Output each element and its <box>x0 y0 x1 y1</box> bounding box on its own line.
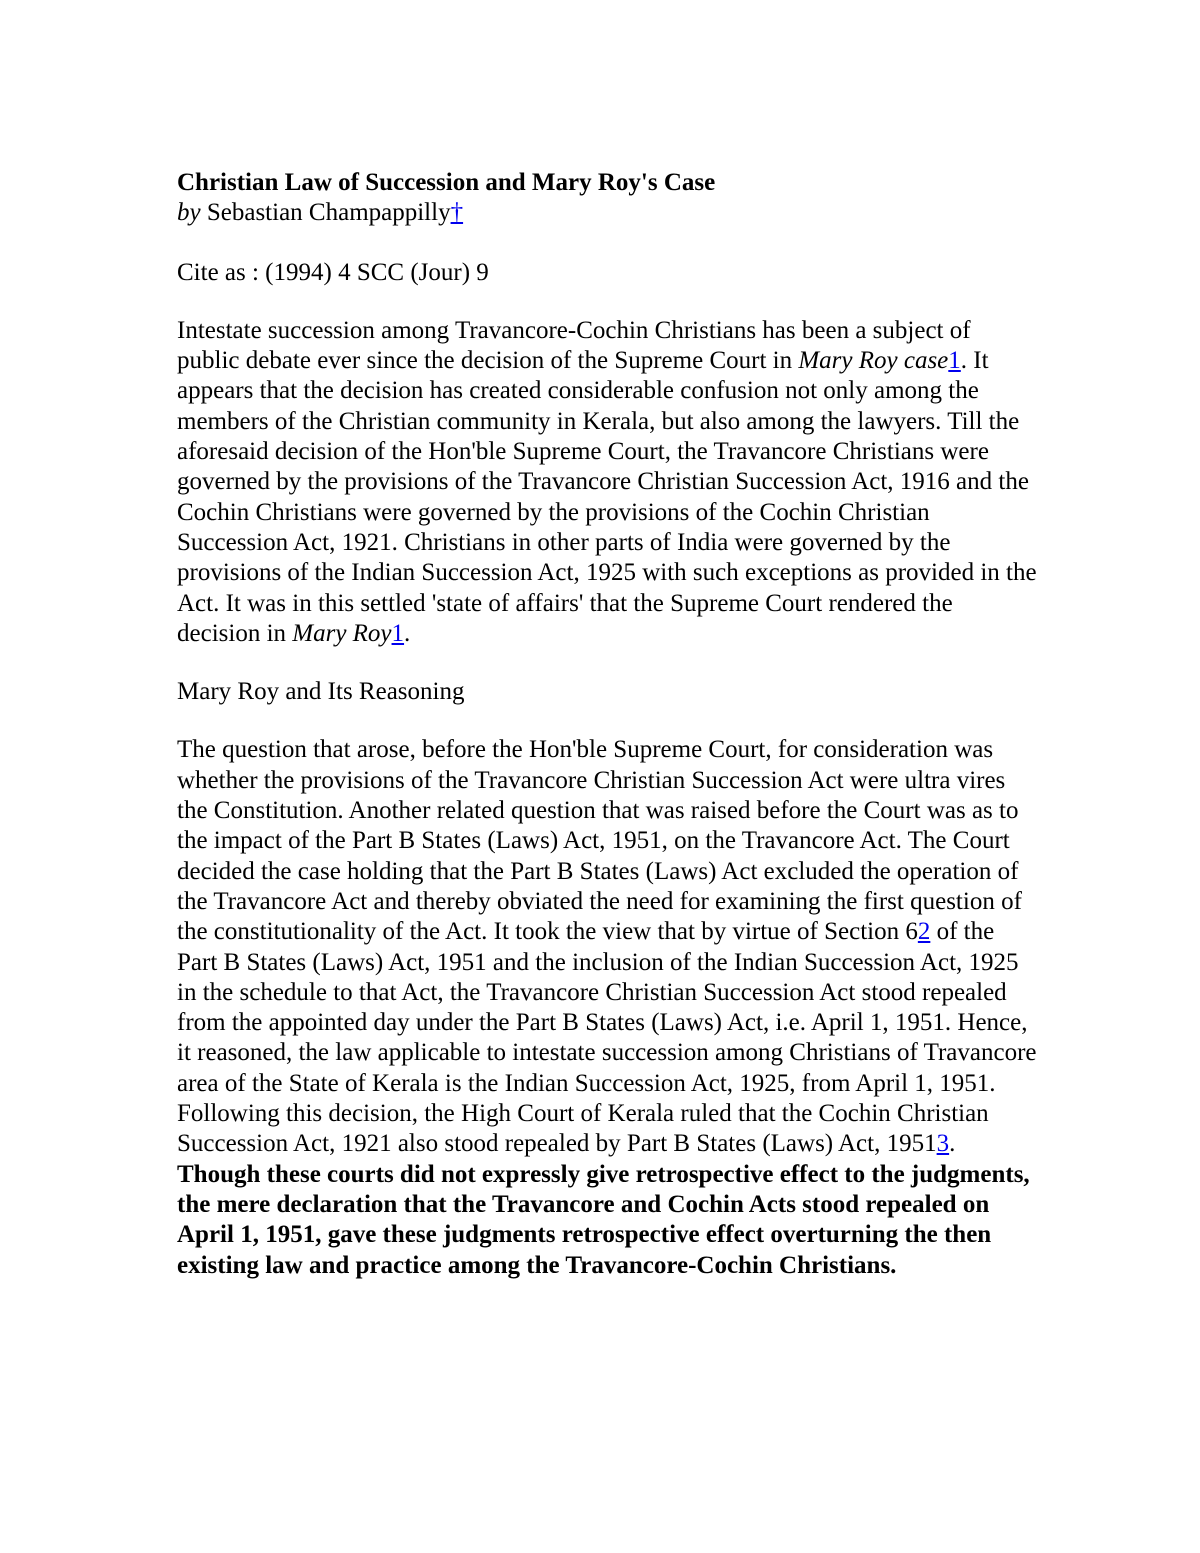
paragraph-text: The question that arose, before the Hon'ble Supreme Court, for consideration was whether the provisions of the Travancore Christian Succession Act were ultra vires the Constitution. Another related question that was raised before the Court was as to the impact of the Part B States (Laws) Act, 1951, on the Travancore Act. The Court decided the case holding that the Part B States (Laws) Act excluded the operation of the Travancore Act and thereby obviated the need for examining the first question of the constitutionality of the Act. It took the view that by virtue of Section 6 <box>177 736 1022 946</box>
paragraph-text: of the Part B States (Laws) Act, 1951 and the inclusion of the Indian Succession Act, 1925 in the schedule to that Act, the Travancore Christian Succession Act stood repealed from the appointed day under the Part B States (Laws) Act, i.e. April 1, 1951. Hence, it reasoned, the law applicable to intestate succession among Christians of Travancore area of the State of Kerala is the Indian Succession Act, 1925, from April 1, 1951. Following this decision, the High Court of Kerala ruled that the Cochin Christian Succession Act, 1921 also stood repealed by Part B States (Laws) Act, 1951 <box>177 918 1037 1158</box>
paragraph-text: . <box>404 619 411 647</box>
author-footnote-link[interactable]: † <box>450 199 464 227</box>
case-name-italic: Mary Roy case <box>798 347 949 375</box>
document-page <box>177 168 1037 1281</box>
paragraph-text: . <box>949 1130 956 1158</box>
bold-emphasis-text: Though these courts did not expressly give retrospective effect to the judgments, the mere declaration that the Travancore and Cochin Acts stood repealed on April 1, 1951, gave these judgments retrospective effect overturning the then existing law and practice among the Travancore-Cochin Christians. <box>177 1160 1030 1279</box>
article-title: Christian Law of Succession and Mary Roy's Case <box>177 169 716 196</box>
article-byline <box>177 198 1037 228</box>
footnote-link-2[interactable]: 2 <box>917 918 931 946</box>
citation: Cite as : (1994) 4 SCC (Jour) 9 <box>177 258 489 286</box>
paragraph-text: Intestate succession among Travancore-Cochin Christians has been a subject of public debate ever since the decision of the Supreme Court in <box>177 316 971 375</box>
author-name: Sebastian Champappilly <box>206 199 451 227</box>
paragraph-text: . It appears that the decision has created considerable confusion not only among the members of the Christian community in Kerala, but also among the lawyers. Till the aforesaid decision of the Hon'ble Supreme Court, the Travancore Christians were governed by the provisions of the Travancore Christian Succession Act, 1916 and the Cochin Christians were governed by the provisions of the Cochin Christian Succession Act, 1921. Christians in other parts of India were governed by the provisions of the Indian Succession Act, 1925 with such exceptions as provided in the Act. It was in this settled 'state of affairs' that the Supreme Court rendered the decision in <box>177 347 1037 647</box>
paragraph-intro <box>177 316 1037 649</box>
footnote-link-1b[interactable]: 1 <box>391 619 405 647</box>
section-heading: Mary Roy and Its Reasoning <box>177 678 465 706</box>
paragraph-reasoning <box>177 735 1037 1280</box>
footnote-link-3[interactable]: 3 <box>936 1130 950 1158</box>
footnote-link-1[interactable]: 1 <box>948 347 961 375</box>
byline-prefix: by <box>177 199 201 227</box>
case-name-italic: Mary Roy <box>292 619 392 647</box>
